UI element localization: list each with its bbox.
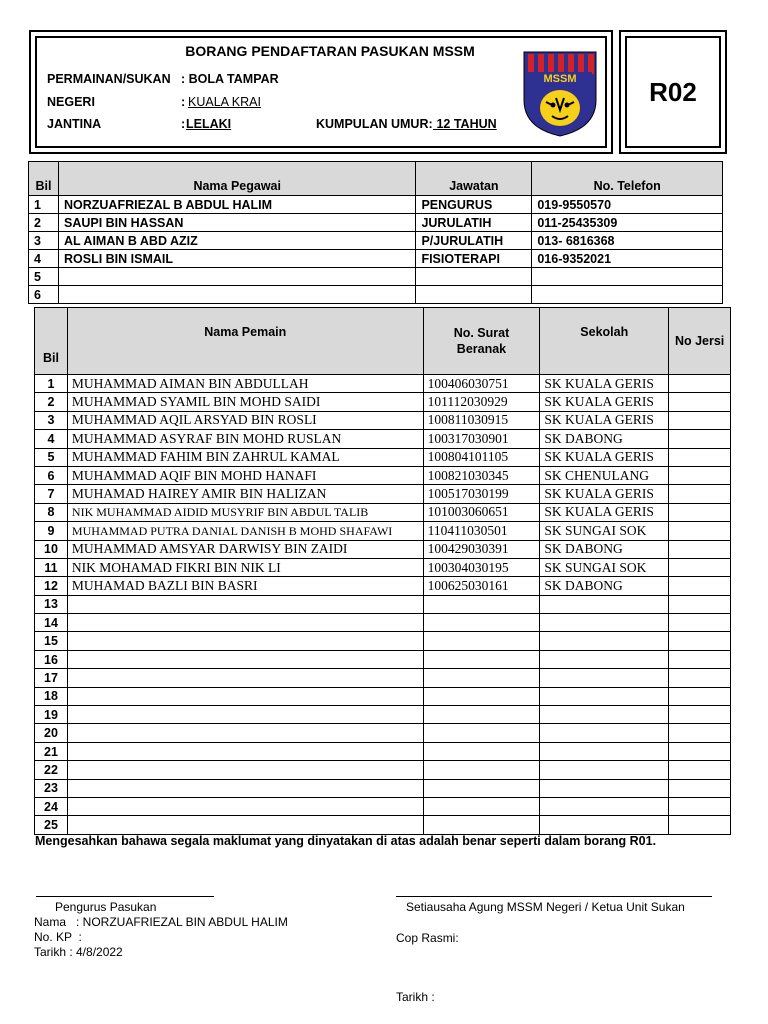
player-row bbox=[35, 706, 731, 724]
signature-line-right bbox=[396, 896, 712, 897]
player-bil: 6 bbox=[35, 466, 68, 484]
player-row bbox=[35, 742, 731, 760]
player-nama bbox=[67, 797, 423, 815]
player-sekolah bbox=[540, 687, 669, 705]
jantina-value: LELAKI bbox=[186, 117, 232, 131]
player-jersi bbox=[669, 430, 731, 448]
player-jersi bbox=[669, 375, 731, 393]
players-header-bil: Bil bbox=[35, 308, 68, 375]
player-jersi bbox=[669, 669, 731, 687]
signature-right-title: Setiausaha Agung MSSM Negeri / Ketua Unit Sukan bbox=[406, 900, 685, 914]
signature-left-kp: No. KP : bbox=[34, 930, 82, 944]
player-bil: 19 bbox=[35, 706, 68, 724]
player-nama bbox=[67, 669, 423, 687]
player-jersi bbox=[669, 485, 731, 503]
logo-text: MSSM bbox=[543, 73, 577, 85]
player-jersi bbox=[669, 650, 731, 668]
official-jawatan bbox=[416, 268, 532, 286]
player-sekolah: SK KUALA GERIS bbox=[540, 393, 669, 411]
player-sekolah: SK DABONG bbox=[540, 577, 669, 595]
player-bil: 1 bbox=[35, 375, 68, 393]
player-surat-beranak: 100406030751 bbox=[423, 375, 540, 393]
player-surat-beranak bbox=[423, 706, 540, 724]
player-row bbox=[35, 761, 731, 779]
official-nama: SAUPI BIN HASSAN bbox=[58, 214, 415, 232]
player-jersi bbox=[669, 797, 731, 815]
player-row bbox=[35, 816, 731, 834]
player-jersi bbox=[669, 742, 731, 760]
player-nama: MUHAMMAD AQIL ARSYAD BIN ROSLI bbox=[67, 411, 423, 429]
umur-label: KUMPULAN UMUR: bbox=[316, 117, 433, 131]
player-surat-beranak: 110411030501 bbox=[423, 522, 540, 540]
player-surat-beranak bbox=[423, 761, 540, 779]
player-sekolah bbox=[540, 614, 669, 632]
player-row bbox=[35, 485, 731, 503]
official-jawatan: P/JURULATIH bbox=[416, 232, 532, 250]
officials-header-nama: Nama Pegawai bbox=[58, 162, 415, 196]
officials-header-bil: Bil bbox=[29, 162, 59, 196]
player-nama bbox=[67, 724, 423, 742]
player-surat-beranak bbox=[423, 816, 540, 834]
player-nama: NIK MOHAMAD FIKRI BIN NIK LI bbox=[67, 558, 423, 576]
player-sekolah bbox=[540, 632, 669, 650]
player-surat-beranak: 100304030195 bbox=[423, 558, 540, 576]
player-surat-beranak bbox=[423, 742, 540, 760]
player-row bbox=[35, 558, 731, 576]
official-telefon: 013- 6816368 bbox=[532, 232, 723, 250]
signature-left-nama: Nama : NORZUAFRIEZAL BIN ABDUL HALIM bbox=[34, 915, 288, 929]
player-surat-beranak bbox=[423, 595, 540, 613]
player-sekolah: SK CHENULANG bbox=[540, 466, 669, 484]
player-bil: 18 bbox=[35, 687, 68, 705]
player-row bbox=[35, 687, 731, 705]
official-nama: NORZUAFRIEZAL B ABDUL HALIM bbox=[58, 196, 415, 214]
player-surat-beranak: 100811030915 bbox=[423, 411, 540, 429]
player-jersi bbox=[669, 448, 731, 466]
player-nama: MUHAMMAD PUTRA DANIAL DANISH B MOHD SHAFAWI bbox=[67, 522, 423, 540]
players-header-jersi: No Jersi bbox=[669, 308, 731, 375]
player-nama: MUHAMAD BAZLI BIN BASRI bbox=[67, 577, 423, 595]
official-bil: 1 bbox=[29, 196, 59, 214]
player-bil: 8 bbox=[35, 503, 68, 521]
player-bil: 17 bbox=[35, 669, 68, 687]
players-header-sekolah: Sekolah bbox=[540, 308, 669, 375]
player-sekolah bbox=[540, 742, 669, 760]
player-jersi bbox=[669, 614, 731, 632]
player-row bbox=[35, 522, 731, 540]
player-nama: MUHAMMAD ASYRAF BIN MOHD RUSLAN bbox=[67, 430, 423, 448]
confirmation-text: Mengesahkan bahawa segala maklumat yang dinyatakan di atas adalah benar seperti dalam borang R01. bbox=[35, 834, 657, 848]
player-surat-beranak bbox=[423, 614, 540, 632]
player-bil: 16 bbox=[35, 650, 68, 668]
player-sekolah bbox=[540, 816, 669, 834]
player-nama bbox=[67, 742, 423, 760]
official-nama: ROSLI BIN ISMAIL bbox=[58, 250, 415, 268]
player-sekolah: SK KUALA GERIS bbox=[540, 485, 669, 503]
player-nama bbox=[67, 761, 423, 779]
player-jersi bbox=[669, 687, 731, 705]
player-row bbox=[35, 724, 731, 742]
form-code: R02 bbox=[625, 36, 721, 148]
player-row bbox=[35, 577, 731, 595]
player-surat-beranak: 100821030345 bbox=[423, 466, 540, 484]
player-surat-beranak bbox=[423, 797, 540, 815]
player-bil: 24 bbox=[35, 797, 68, 815]
official-row bbox=[29, 214, 723, 232]
player-surat-beranak: 100804101105 bbox=[423, 448, 540, 466]
official-nama bbox=[58, 268, 415, 286]
player-row bbox=[35, 797, 731, 815]
player-sekolah bbox=[540, 669, 669, 687]
player-sekolah: SK DABONG bbox=[540, 540, 669, 558]
player-jersi bbox=[669, 411, 731, 429]
player-row bbox=[35, 448, 731, 466]
player-nama bbox=[67, 650, 423, 668]
player-row bbox=[35, 779, 731, 797]
player-row bbox=[35, 466, 731, 484]
player-sekolah: SK KUALA GERIS bbox=[540, 411, 669, 429]
player-bil: 2 bbox=[35, 393, 68, 411]
player-bil: 7 bbox=[35, 485, 68, 503]
official-telefon: 016-9352021 bbox=[532, 250, 723, 268]
player-nama: MUHAMAD HAIREY AMIR BIN HALIZAN bbox=[67, 485, 423, 503]
player-jersi bbox=[669, 522, 731, 540]
player-bil: 15 bbox=[35, 632, 68, 650]
official-row bbox=[29, 250, 723, 268]
player-bil: 14 bbox=[35, 614, 68, 632]
negeri-value: KUALA KRAI bbox=[188, 95, 261, 109]
player-jersi bbox=[669, 779, 731, 797]
player-bil: 13 bbox=[35, 595, 68, 613]
players-table bbox=[34, 307, 731, 835]
signature-right-cop: Cop Rasmi: bbox=[396, 931, 459, 945]
player-sekolah bbox=[540, 797, 669, 815]
players-header-surat: No. Surat Beranak bbox=[423, 308, 540, 375]
player-surat-beranak bbox=[423, 779, 540, 797]
player-surat-beranak bbox=[423, 687, 540, 705]
official-jawatan: FISIOTERAPI bbox=[416, 250, 532, 268]
players-header-row bbox=[35, 308, 731, 375]
form-title: BORANG PENDAFTARAN PASUKAN MSSM bbox=[185, 43, 475, 59]
player-surat-beranak bbox=[423, 669, 540, 687]
official-nama bbox=[58, 286, 415, 304]
player-jersi bbox=[669, 724, 731, 742]
player-nama: MUHAMMAD FAHIM BIN ZAHRUL KAMAL bbox=[67, 448, 423, 466]
official-row bbox=[29, 196, 723, 214]
player-nama bbox=[67, 614, 423, 632]
player-jersi bbox=[669, 466, 731, 484]
player-sekolah: SK KUALA GERIS bbox=[540, 375, 669, 393]
player-row bbox=[35, 650, 731, 668]
player-jersi bbox=[669, 632, 731, 650]
official-bil: 5 bbox=[29, 268, 59, 286]
signature-line-left bbox=[36, 896, 214, 897]
players-header-nama: Nama Pemain bbox=[67, 308, 423, 375]
player-bil: 11 bbox=[35, 558, 68, 576]
negeri-label: NEGERI bbox=[47, 95, 95, 109]
player-sekolah bbox=[540, 779, 669, 797]
player-nama bbox=[67, 687, 423, 705]
official-bil: 3 bbox=[29, 232, 59, 250]
player-bil: 20 bbox=[35, 724, 68, 742]
player-surat-beranak: 100429030391 bbox=[423, 540, 540, 558]
player-sekolah: SK KUALA GERIS bbox=[540, 448, 669, 466]
player-nama bbox=[67, 595, 423, 613]
official-row bbox=[29, 286, 723, 304]
player-row bbox=[35, 411, 731, 429]
officials-header-row bbox=[29, 162, 723, 196]
officials-table bbox=[28, 161, 723, 304]
player-bil: 10 bbox=[35, 540, 68, 558]
player-jersi bbox=[669, 706, 731, 724]
player-sekolah: SK SUNGAI SOK bbox=[540, 522, 669, 540]
player-bil: 9 bbox=[35, 522, 68, 540]
player-bil: 23 bbox=[35, 779, 68, 797]
signature-right-tarikh: Tarikh : bbox=[396, 990, 435, 1004]
player-row bbox=[35, 614, 731, 632]
player-nama: MUHAMMAD AMSYAR DARWISY BIN ZAIDI bbox=[67, 540, 423, 558]
mssm-logo bbox=[520, 50, 600, 138]
official-jawatan: PENGURUS bbox=[416, 196, 532, 214]
player-nama: MUHAMMAD AIMAN BIN ABDULLAH bbox=[67, 375, 423, 393]
player-nama: NIK MUHAMMAD AIDID MUSYRIF BIN ABDUL TALIB bbox=[67, 503, 423, 521]
player-sekolah bbox=[540, 724, 669, 742]
player-nama bbox=[67, 816, 423, 834]
player-nama bbox=[67, 779, 423, 797]
player-bil: 3 bbox=[35, 411, 68, 429]
player-jersi bbox=[669, 393, 731, 411]
player-row bbox=[35, 375, 731, 393]
player-bil: 12 bbox=[35, 577, 68, 595]
jantina-colon: : bbox=[181, 117, 186, 131]
player-surat-beranak: 101003060651 bbox=[423, 503, 540, 521]
official-jawatan: JURULATIH bbox=[416, 214, 532, 232]
official-telefon bbox=[532, 286, 723, 304]
player-sekolah: SK KUALA GERIS bbox=[540, 503, 669, 521]
official-nama: AL AIMAN B ABD AZIZ bbox=[58, 232, 415, 250]
permainan-value: : BOLA TAMPAR bbox=[181, 72, 279, 86]
player-surat-beranak: 100625030161 bbox=[423, 577, 540, 595]
player-row bbox=[35, 632, 731, 650]
official-jawatan bbox=[416, 286, 532, 304]
officials-header-telefon: No. Telefon bbox=[532, 162, 723, 196]
player-surat-beranak bbox=[423, 650, 540, 668]
player-nama bbox=[67, 706, 423, 724]
signature-left-tarikh: Tarikh : 4/8/2022 bbox=[34, 945, 123, 959]
permainan-label: PERMAINAN/SUKAN bbox=[47, 72, 171, 86]
player-sekolah bbox=[540, 595, 669, 613]
umur-value: 12 TAHUN bbox=[433, 117, 497, 131]
player-row bbox=[35, 430, 731, 448]
player-sekolah bbox=[540, 706, 669, 724]
player-nama bbox=[67, 632, 423, 650]
player-row bbox=[35, 595, 731, 613]
official-telefon bbox=[532, 268, 723, 286]
jantina-label: JANTINA bbox=[47, 117, 102, 131]
official-row bbox=[29, 268, 723, 286]
official-telefon: 011-25435309 bbox=[532, 214, 723, 232]
player-surat-beranak bbox=[423, 632, 540, 650]
player-bil: 5 bbox=[35, 448, 68, 466]
player-row bbox=[35, 503, 731, 521]
official-row bbox=[29, 232, 723, 250]
official-bil: 4 bbox=[29, 250, 59, 268]
player-jersi bbox=[669, 761, 731, 779]
official-bil: 2 bbox=[29, 214, 59, 232]
player-bil: 22 bbox=[35, 761, 68, 779]
player-jersi bbox=[669, 816, 731, 834]
official-telefon: 019-9550570 bbox=[532, 196, 723, 214]
signature-left-title: Pengurus Pasukan bbox=[55, 900, 157, 914]
player-bil: 4 bbox=[35, 430, 68, 448]
player-bil: 25 bbox=[35, 816, 68, 834]
player-surat-beranak: 101112030929 bbox=[423, 393, 540, 411]
player-jersi bbox=[669, 540, 731, 558]
player-nama: MUHAMMAD SYAMIL BIN MOHD SAIDI bbox=[67, 393, 423, 411]
player-sekolah bbox=[540, 650, 669, 668]
player-nama: MUHAMMAD AQIF BIN MOHD HANAFI bbox=[67, 466, 423, 484]
player-row bbox=[35, 540, 731, 558]
player-surat-beranak: 100517030199 bbox=[423, 485, 540, 503]
player-jersi bbox=[669, 577, 731, 595]
player-jersi bbox=[669, 558, 731, 576]
officials-header-jawatan: Jawatan bbox=[416, 162, 532, 196]
player-bil: 21 bbox=[35, 742, 68, 760]
negeri-colon: : bbox=[181, 95, 186, 109]
player-surat-beranak: 100317030901 bbox=[423, 430, 540, 448]
player-row bbox=[35, 669, 731, 687]
player-surat-beranak bbox=[423, 724, 540, 742]
player-sekolah: SK SUNGAI SOK bbox=[540, 558, 669, 576]
player-jersi bbox=[669, 503, 731, 521]
official-bil: 6 bbox=[29, 286, 59, 304]
player-sekolah: SK DABONG bbox=[540, 430, 669, 448]
player-jersi bbox=[669, 595, 731, 613]
player-row bbox=[35, 393, 731, 411]
player-sekolah bbox=[540, 761, 669, 779]
